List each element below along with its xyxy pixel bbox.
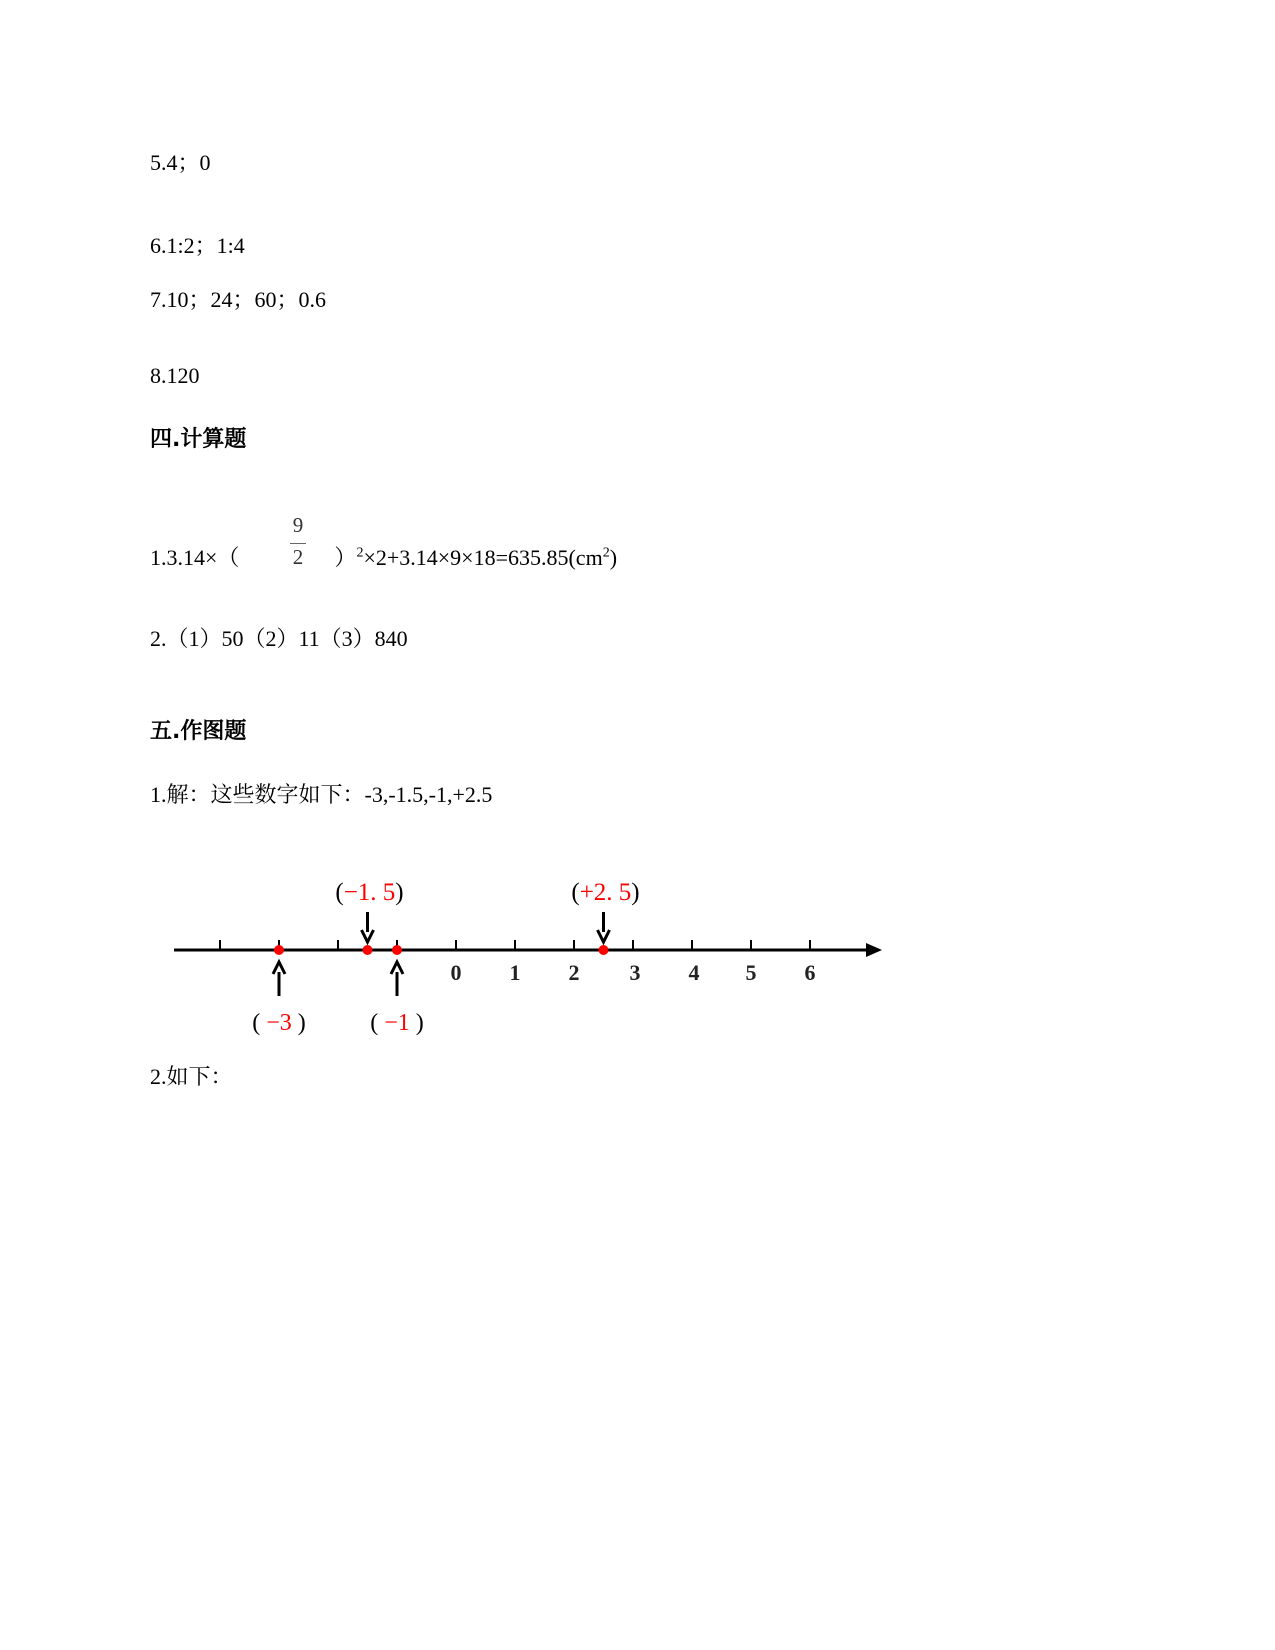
point-arrow — [273, 962, 285, 996]
answer-5: 5.4；0 — [150, 150, 211, 175]
calc-q1-exp1: 2 — [356, 545, 364, 561]
point-label: ( −3 ) — [252, 1010, 306, 1036]
answer-7: 7.10；24；60；0.6 — [150, 287, 327, 312]
tick-label: 5 — [745, 960, 757, 985]
tick-label: 1 — [509, 960, 521, 985]
calc-q1 — [150, 541, 617, 572]
draw-q1: 1.解：这些数字如下：-3,-1.5,-1,+2.5 — [150, 782, 493, 807]
point-marker — [363, 945, 373, 955]
section-4-heading: 四.计算题 — [150, 427, 247, 452]
calc-q1-close: ） — [334, 545, 357, 570]
point-label: (+2. 5) — [571, 879, 640, 906]
calc-q1-mid: ×2+3.14×9×18=635.85(cm — [363, 545, 603, 570]
point-arrow — [598, 912, 610, 942]
calc-q1-prefix: 1.3.14×（ — [150, 545, 240, 570]
number-line-arrow — [866, 943, 882, 957]
tick-label: 2 — [568, 960, 580, 985]
point-marker — [392, 945, 402, 955]
point-marker — [599, 945, 609, 955]
draw-q2: 2.如下： — [150, 1064, 233, 1089]
point-marker — [274, 945, 284, 955]
answer-8: 8.120 — [150, 363, 200, 388]
point-label: (−1. 5) — [335, 879, 404, 906]
tick-label: 4 — [688, 960, 700, 985]
calc-q2: 2.（1）50（2）11（3）840 — [150, 626, 408, 651]
answer-6: 6.1:2；1:4 — [150, 233, 245, 258]
calc-q1-exp2: 2 — [602, 545, 610, 561]
fraction-numerator: 9 — [292, 513, 304, 537]
point-label: ( −1 ) — [370, 1010, 424, 1036]
fraction-denominator: 2 — [292, 545, 304, 569]
tick-label: 6 — [804, 960, 816, 985]
tick-label: 3 — [629, 960, 641, 985]
section-5-heading: 五.作图题 — [150, 719, 247, 744]
number-line-figure — [160, 870, 900, 1045]
calc-q1-end: ) — [609, 545, 618, 570]
point-arrow — [391, 962, 403, 996]
tick-label: 0 — [450, 960, 462, 985]
point-arrow — [362, 912, 374, 942]
